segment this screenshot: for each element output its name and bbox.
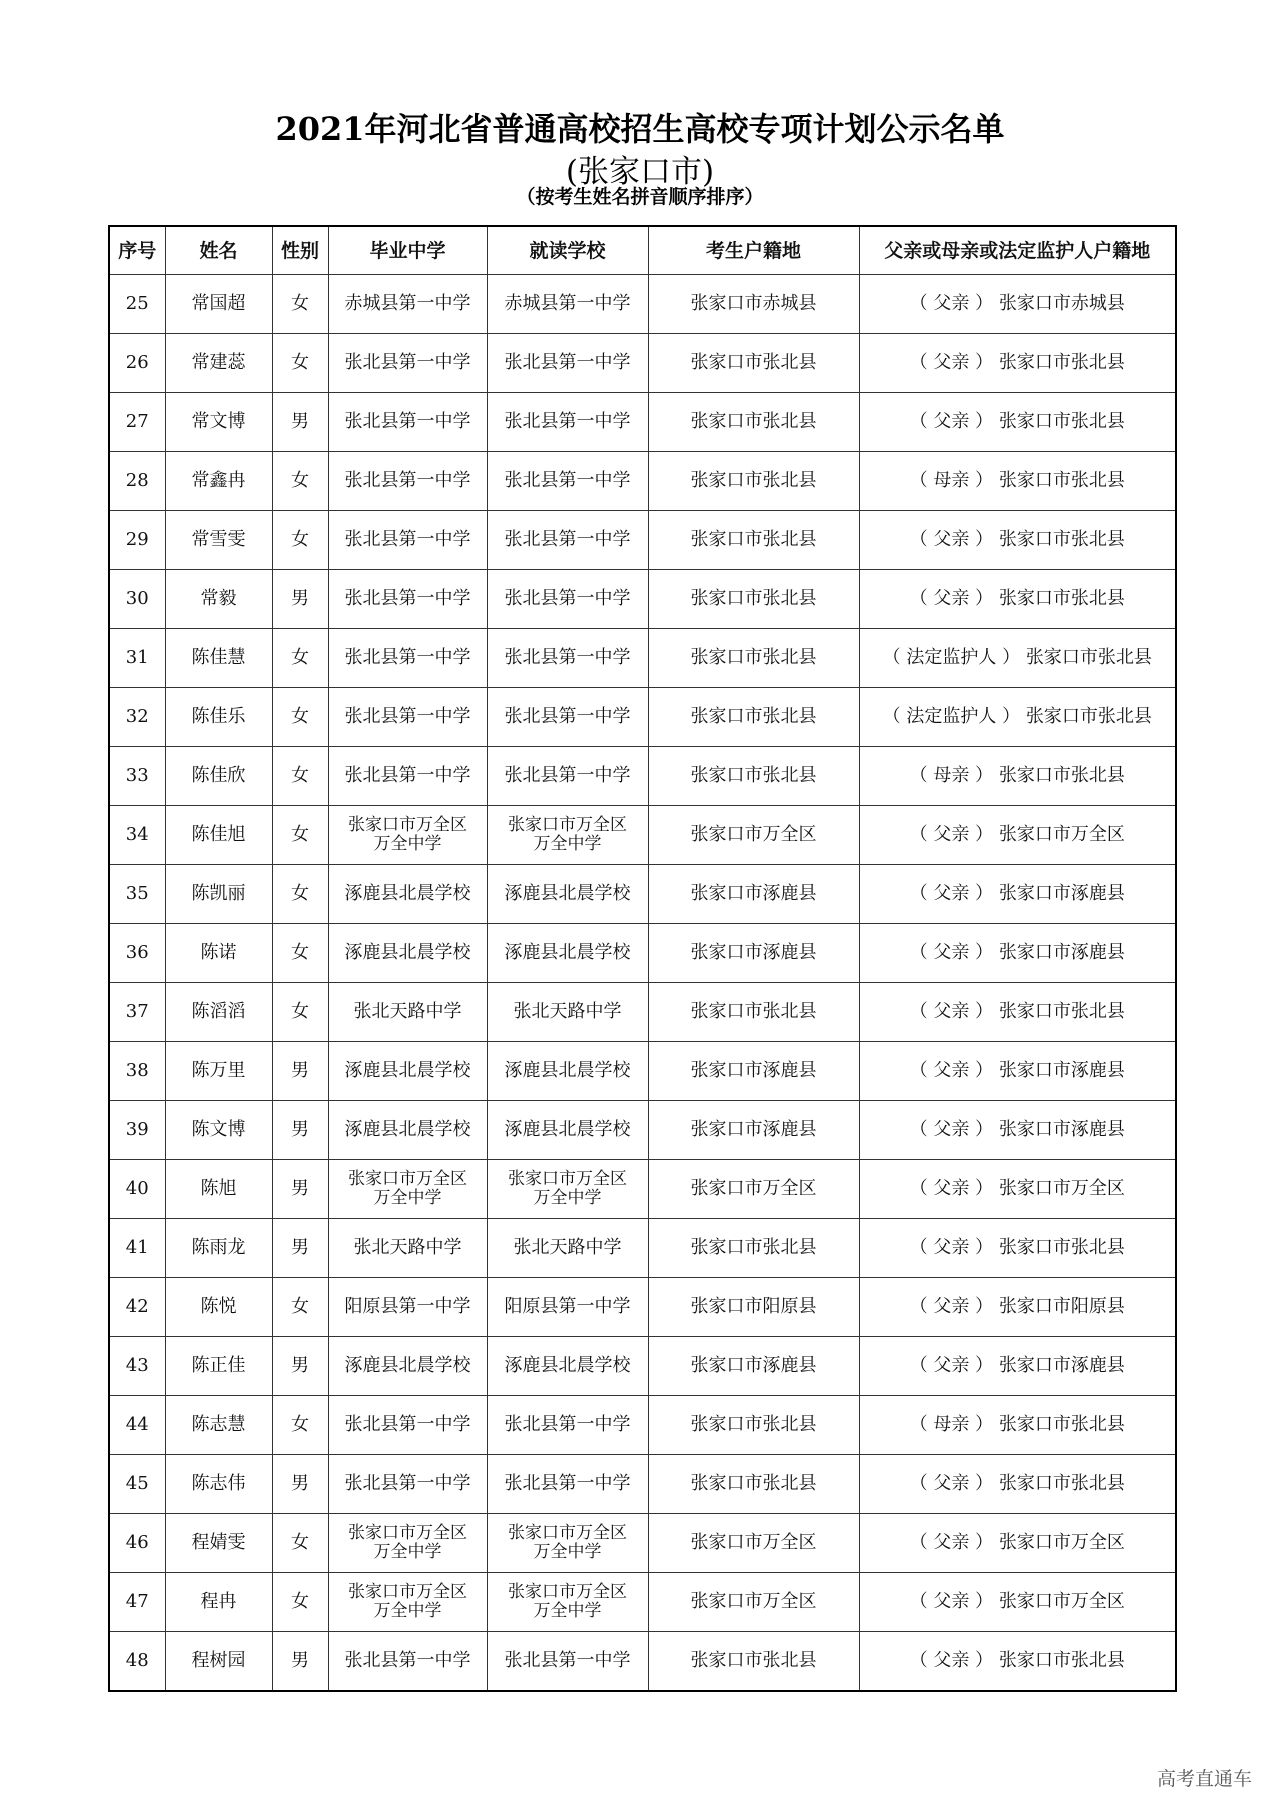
cell-gender: 女 bbox=[272, 1278, 328, 1337]
cell-guardian-registration: （ 父亲 ） 张家口市万全区 bbox=[859, 1160, 1176, 1219]
cell-name: 常鑫冉 bbox=[165, 452, 272, 511]
cell-guardian-registration: （ 母亲 ） 张家口市张北县 bbox=[859, 452, 1176, 511]
cell-household-registration: 张家口市阳原县 bbox=[648, 1278, 859, 1337]
cell-graduated-school: 张北县第一中学 bbox=[328, 334, 487, 393]
cell-name: 陈旭 bbox=[165, 1160, 272, 1219]
cell-name: 程树园 bbox=[165, 1632, 272, 1692]
cell-current-school: 张北县第一中学 bbox=[487, 629, 648, 688]
header-graduated-school: 毕业中学 bbox=[328, 226, 487, 275]
cell-index: 32 bbox=[109, 688, 165, 747]
cell-graduated-school: 张家口市万全区 万全中学 bbox=[328, 1514, 487, 1573]
cell-index: 27 bbox=[109, 393, 165, 452]
table-row bbox=[109, 1219, 1176, 1278]
cell-guardian-registration: （ 父亲 ） 张家口市张北县 bbox=[859, 511, 1176, 570]
cell-gender: 女 bbox=[272, 452, 328, 511]
cell-graduated-school: 阳原县第一中学 bbox=[328, 1278, 487, 1337]
cell-guardian-registration: （ 父亲 ） 张家口市涿鹿县 bbox=[859, 1101, 1176, 1160]
cell-household-registration: 张家口市张北县 bbox=[648, 747, 859, 806]
cell-household-registration: 张家口市张北县 bbox=[648, 1219, 859, 1278]
header-household-registration: 考生户籍地 bbox=[648, 226, 859, 275]
cell-gender: 男 bbox=[272, 1160, 328, 1219]
cell-household-registration: 张家口市赤城县 bbox=[648, 275, 859, 334]
cell-current-school: 张北县第一中学 bbox=[487, 747, 648, 806]
cell-index: 28 bbox=[109, 452, 165, 511]
cell-gender: 男 bbox=[272, 1632, 328, 1692]
table-row bbox=[109, 1160, 1176, 1219]
cell-name: 陈悦 bbox=[165, 1278, 272, 1337]
cell-current-school: 张北县第一中学 bbox=[487, 688, 648, 747]
cell-index: 40 bbox=[109, 1160, 165, 1219]
cell-gender: 男 bbox=[272, 1042, 328, 1101]
cell-gender: 女 bbox=[272, 275, 328, 334]
cell-household-registration: 张家口市涿鹿县 bbox=[648, 865, 859, 924]
cell-current-school: 张北县第一中学 bbox=[487, 1632, 648, 1692]
cell-gender: 女 bbox=[272, 983, 328, 1042]
table-row bbox=[109, 393, 1176, 452]
cell-name: 陈佳欣 bbox=[165, 747, 272, 806]
cell-household-registration: 张家口市万全区 bbox=[648, 1573, 859, 1632]
cell-guardian-registration: （ 父亲 ） 张家口市张北县 bbox=[859, 570, 1176, 629]
page-title: 2021年河北省普通高校招生高校专项计划公示名单 bbox=[275, 110, 1005, 148]
cell-name: 陈志慧 bbox=[165, 1396, 272, 1455]
cell-current-school: 张北县第一中学 bbox=[487, 1396, 648, 1455]
cell-guardian-registration: （ 父亲 ） 张家口市万全区 bbox=[859, 1573, 1176, 1632]
cell-index: 36 bbox=[109, 924, 165, 983]
table-row bbox=[109, 806, 1176, 865]
sort-note: （按考生姓名拼音顺序排序） bbox=[516, 186, 764, 208]
cell-gender: 男 bbox=[272, 1455, 328, 1514]
cell-household-registration: 张家口市万全区 bbox=[648, 806, 859, 865]
cell-graduated-school: 张北县第一中学 bbox=[328, 393, 487, 452]
cell-guardian-registration: （ 母亲 ） 张家口市张北县 bbox=[859, 1396, 1176, 1455]
cell-household-registration: 张家口市张北县 bbox=[648, 511, 859, 570]
cell-current-school: 涿鹿县北晨学校 bbox=[487, 1042, 648, 1101]
cell-index: 35 bbox=[109, 865, 165, 924]
cell-gender: 男 bbox=[272, 1101, 328, 1160]
cell-household-registration: 张家口市张北县 bbox=[648, 334, 859, 393]
cell-graduated-school: 张家口市万全区 万全中学 bbox=[328, 1573, 487, 1632]
cell-current-school: 张北县第一中学 bbox=[487, 570, 648, 629]
cell-guardian-registration: （ 父亲 ） 张家口市阳原县 bbox=[859, 1278, 1176, 1337]
cell-current-school: 张北天路中学 bbox=[487, 1219, 648, 1278]
table-row bbox=[109, 629, 1176, 688]
cell-guardian-registration: （ 父亲 ） 张家口市涿鹿县 bbox=[859, 865, 1176, 924]
cell-name: 陈佳慧 bbox=[165, 629, 272, 688]
cell-household-registration: 张家口市张北县 bbox=[648, 629, 859, 688]
cell-graduated-school: 涿鹿县北晨学校 bbox=[328, 865, 487, 924]
cell-guardian-registration: （ 父亲 ） 张家口市张北县 bbox=[859, 1455, 1176, 1514]
cell-graduated-school: 张北县第一中学 bbox=[328, 1455, 487, 1514]
cell-index: 39 bbox=[109, 1101, 165, 1160]
cell-current-school: 张北县第一中学 bbox=[487, 1455, 648, 1514]
roster-table bbox=[108, 225, 1177, 1692]
cell-household-registration: 张家口市张北县 bbox=[648, 1632, 859, 1692]
table-row bbox=[109, 983, 1176, 1042]
table-row bbox=[109, 1278, 1176, 1337]
cell-name: 常建蕊 bbox=[165, 334, 272, 393]
cell-guardian-registration: （ 父亲 ） 张家口市涿鹿县 bbox=[859, 1042, 1176, 1101]
cell-guardian-registration: （ 父亲 ） 张家口市张北县 bbox=[859, 334, 1176, 393]
table-row bbox=[109, 1101, 1176, 1160]
cell-graduated-school: 涿鹿县北晨学校 bbox=[328, 1101, 487, 1160]
cell-graduated-school: 张北天路中学 bbox=[328, 983, 487, 1042]
cell-current-school: 张家口市万全区 万全中学 bbox=[487, 806, 648, 865]
cell-gender: 女 bbox=[272, 511, 328, 570]
cell-gender: 女 bbox=[272, 924, 328, 983]
cell-current-school: 张家口市万全区 万全中学 bbox=[487, 1573, 648, 1632]
cell-current-school: 张家口市万全区 万全中学 bbox=[487, 1160, 648, 1219]
cell-graduated-school: 张北县第一中学 bbox=[328, 747, 487, 806]
cell-guardian-registration: （ 法定监护人 ） 张家口市张北县 bbox=[859, 629, 1176, 688]
cell-graduated-school: 张家口市万全区 万全中学 bbox=[328, 1160, 487, 1219]
table-row bbox=[109, 1455, 1176, 1514]
table-row bbox=[109, 570, 1176, 629]
cell-name: 陈万里 bbox=[165, 1042, 272, 1101]
cell-guardian-registration: （ 父亲 ） 张家口市赤城县 bbox=[859, 275, 1176, 334]
cell-household-registration: 张家口市涿鹿县 bbox=[648, 924, 859, 983]
cell-current-school: 涿鹿县北晨学校 bbox=[487, 1101, 648, 1160]
cell-current-school: 张北县第一中学 bbox=[487, 334, 648, 393]
cell-household-registration: 张家口市张北县 bbox=[648, 1455, 859, 1514]
cell-name: 常雪雯 bbox=[165, 511, 272, 570]
cell-household-registration: 张家口市张北县 bbox=[648, 688, 859, 747]
cell-guardian-registration: （ 父亲 ） 张家口市张北县 bbox=[859, 983, 1176, 1042]
cell-graduated-school: 张北县第一中学 bbox=[328, 629, 487, 688]
cell-guardian-registration: （ 父亲 ） 张家口市张北县 bbox=[859, 1219, 1176, 1278]
cell-household-registration: 张家口市涿鹿县 bbox=[648, 1101, 859, 1160]
table-row bbox=[109, 688, 1176, 747]
header-guardian-registration: 父亲或母亲或法定监护人户籍地 bbox=[859, 226, 1176, 275]
cell-gender: 男 bbox=[272, 393, 328, 452]
cell-index: 47 bbox=[109, 1573, 165, 1632]
cell-current-school: 张北县第一中学 bbox=[487, 393, 648, 452]
cell-household-registration: 张家口市涿鹿县 bbox=[648, 1042, 859, 1101]
cell-graduated-school: 张北县第一中学 bbox=[328, 688, 487, 747]
cell-index: 41 bbox=[109, 1219, 165, 1278]
header-gender: 性别 bbox=[272, 226, 328, 275]
cell-name: 陈佳乐 bbox=[165, 688, 272, 747]
header-index: 序号 bbox=[109, 226, 165, 275]
cell-household-registration: 张家口市涿鹿县 bbox=[648, 1337, 859, 1396]
cell-index: 30 bbox=[109, 570, 165, 629]
watermark: 高考直通车 bbox=[1156, 1768, 1252, 1790]
cell-current-school: 阳原县第一中学 bbox=[487, 1278, 648, 1337]
table-row bbox=[109, 1337, 1176, 1396]
cell-name: 常毅 bbox=[165, 570, 272, 629]
cell-current-school: 张北天路中学 bbox=[487, 983, 648, 1042]
cell-name: 陈凯丽 bbox=[165, 865, 272, 924]
cell-current-school: 张北县第一中学 bbox=[487, 452, 648, 511]
cell-graduated-school: 张北县第一中学 bbox=[328, 452, 487, 511]
cell-index: 25 bbox=[109, 275, 165, 334]
cell-guardian-registration: （ 父亲 ） 张家口市张北县 bbox=[859, 393, 1176, 452]
cell-household-registration: 张家口市万全区 bbox=[648, 1160, 859, 1219]
cell-name: 陈志伟 bbox=[165, 1455, 272, 1514]
cell-guardian-registration: （ 父亲 ） 张家口市万全区 bbox=[859, 1514, 1176, 1573]
cell-graduated-school: 涿鹿县北晨学校 bbox=[328, 1042, 487, 1101]
cell-current-school: 涿鹿县北晨学校 bbox=[487, 865, 648, 924]
table-row bbox=[109, 452, 1176, 511]
cell-graduated-school: 涿鹿县北晨学校 bbox=[328, 924, 487, 983]
cell-index: 48 bbox=[109, 1632, 165, 1692]
cell-gender: 女 bbox=[272, 865, 328, 924]
cell-graduated-school: 张北天路中学 bbox=[328, 1219, 487, 1278]
cell-current-school: 赤城县第一中学 bbox=[487, 275, 648, 334]
cell-household-registration: 张家口市张北县 bbox=[648, 983, 859, 1042]
table-row bbox=[109, 1514, 1176, 1573]
cell-name: 程婧雯 bbox=[165, 1514, 272, 1573]
cell-index: 29 bbox=[109, 511, 165, 570]
header-current-school: 就读学校 bbox=[487, 226, 648, 275]
table-row bbox=[109, 1573, 1176, 1632]
cell-guardian-registration: （ 法定监护人 ） 张家口市张北县 bbox=[859, 688, 1176, 747]
cell-graduated-school: 赤城县第一中学 bbox=[328, 275, 487, 334]
cell-gender: 女 bbox=[272, 1514, 328, 1573]
cell-gender: 男 bbox=[272, 570, 328, 629]
cell-name: 陈滔滔 bbox=[165, 983, 272, 1042]
cell-guardian-registration: （ 父亲 ） 张家口市涿鹿县 bbox=[859, 924, 1176, 983]
cell-graduated-school: 张北县第一中学 bbox=[328, 570, 487, 629]
cell-current-school: 张北县第一中学 bbox=[487, 511, 648, 570]
cell-index: 26 bbox=[109, 334, 165, 393]
cell-graduated-school: 张家口市万全区 万全中学 bbox=[328, 806, 487, 865]
cell-guardian-registration: （ 父亲 ） 张家口市涿鹿县 bbox=[859, 1337, 1176, 1396]
cell-graduated-school: 张北县第一中学 bbox=[328, 1632, 487, 1692]
cell-guardian-registration: （ 母亲 ） 张家口市张北县 bbox=[859, 747, 1176, 806]
page-subtitle: (张家口市) bbox=[565, 154, 715, 190]
cell-gender: 男 bbox=[272, 1337, 328, 1396]
table-row bbox=[109, 924, 1176, 983]
header-name: 姓名 bbox=[165, 226, 272, 275]
cell-graduated-school: 张北县第一中学 bbox=[328, 1396, 487, 1455]
table-row bbox=[109, 511, 1176, 570]
table-row bbox=[109, 1396, 1176, 1455]
cell-household-registration: 张家口市张北县 bbox=[648, 393, 859, 452]
cell-gender: 女 bbox=[272, 747, 328, 806]
table-header-row bbox=[109, 226, 1176, 275]
cell-index: 44 bbox=[109, 1396, 165, 1455]
table-row bbox=[109, 865, 1176, 924]
cell-gender: 女 bbox=[272, 806, 328, 865]
cell-gender: 女 bbox=[272, 688, 328, 747]
table-row bbox=[109, 1042, 1176, 1101]
cell-household-registration: 张家口市张北县 bbox=[648, 570, 859, 629]
cell-index: 33 bbox=[109, 747, 165, 806]
cell-name: 陈正佳 bbox=[165, 1337, 272, 1396]
cell-guardian-registration: （ 父亲 ） 张家口市张北县 bbox=[859, 1632, 1176, 1692]
table-row bbox=[109, 334, 1176, 393]
cell-household-registration: 张家口市张北县 bbox=[648, 452, 859, 511]
cell-name: 常文博 bbox=[165, 393, 272, 452]
cell-index: 43 bbox=[109, 1337, 165, 1396]
cell-graduated-school: 张北县第一中学 bbox=[328, 511, 487, 570]
cell-name: 程冉 bbox=[165, 1573, 272, 1632]
cell-index: 38 bbox=[109, 1042, 165, 1101]
cell-gender: 女 bbox=[272, 629, 328, 688]
cell-gender: 女 bbox=[272, 334, 328, 393]
cell-index: 37 bbox=[109, 983, 165, 1042]
cell-name: 陈雨龙 bbox=[165, 1219, 272, 1278]
cell-current-school: 涿鹿县北晨学校 bbox=[487, 1337, 648, 1396]
cell-household-registration: 张家口市张北县 bbox=[648, 1396, 859, 1455]
cell-current-school: 涿鹿县北晨学校 bbox=[487, 924, 648, 983]
cell-index: 46 bbox=[109, 1514, 165, 1573]
cell-current-school: 张家口市万全区 万全中学 bbox=[487, 1514, 648, 1573]
cell-name: 陈诺 bbox=[165, 924, 272, 983]
table-row bbox=[109, 1632, 1176, 1692]
cell-name: 陈佳旭 bbox=[165, 806, 272, 865]
cell-index: 45 bbox=[109, 1455, 165, 1514]
cell-index: 34 bbox=[109, 806, 165, 865]
table-row bbox=[109, 275, 1176, 334]
cell-gender: 男 bbox=[272, 1219, 328, 1278]
cell-graduated-school: 涿鹿县北晨学校 bbox=[328, 1337, 487, 1396]
cell-name: 陈文博 bbox=[165, 1101, 272, 1160]
cell-gender: 女 bbox=[272, 1573, 328, 1632]
cell-gender: 女 bbox=[272, 1396, 328, 1455]
table-row bbox=[109, 747, 1176, 806]
cell-guardian-registration: （ 父亲 ） 张家口市万全区 bbox=[859, 806, 1176, 865]
cell-index: 42 bbox=[109, 1278, 165, 1337]
cell-name: 常国超 bbox=[165, 275, 272, 334]
cell-index: 31 bbox=[109, 629, 165, 688]
cell-household-registration: 张家口市万全区 bbox=[648, 1514, 859, 1573]
